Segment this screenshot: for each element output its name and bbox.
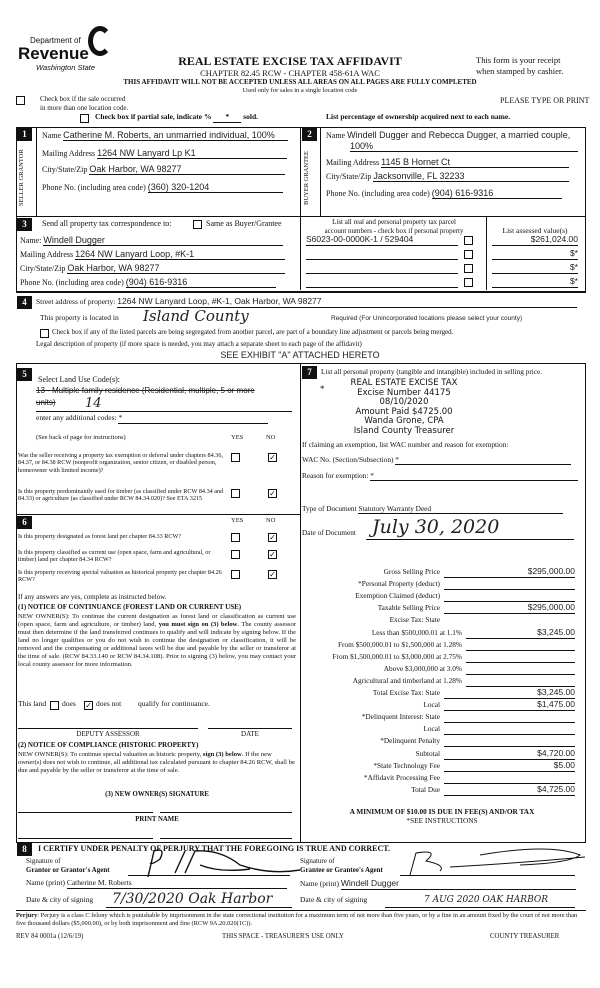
q-historic-no[interactable]: ✓	[269, 570, 276, 579]
assessed-value-field[interactable]: $*	[492, 263, 578, 274]
fin-value-field[interactable]	[444, 773, 575, 784]
required-note: Required (For Unincorporated locations please select your county)	[331, 315, 523, 322]
personal-property-checkbox[interactable]	[464, 236, 473, 245]
fin-value-field[interactable]: $4,725.00	[444, 785, 575, 796]
corr-city-field[interactable]: Oak Harbor, WA 98277	[67, 263, 285, 274]
print-name-line[interactable]	[160, 838, 292, 839]
dept-line3: Washington State	[36, 63, 96, 72]
same-as-buyer-label: Same as Buyer/Grantee	[206, 219, 282, 228]
fin-label: *Delinquent Interest: State	[361, 712, 440, 722]
assessed-value-field[interactable]: $*	[492, 277, 578, 288]
fin-value-field[interactable]	[444, 724, 575, 735]
section-4-top-rule	[16, 292, 586, 293]
dor-logo-icon	[88, 26, 112, 56]
wac-field[interactable]: *	[395, 456, 571, 465]
q-forest: Is this property designated as forest land per chapter 84.33 RCW?	[18, 533, 182, 540]
multi-location-label-2: in more than one location code.	[40, 104, 129, 112]
fin-label: Less than $500,000.01 at 1.1%	[371, 627, 462, 637]
grantor-name-field[interactable]: Catherine M. Roberts	[67, 879, 287, 889]
assessed-header: List assessed value(s)	[502, 226, 568, 235]
assessed-value-field[interactable]: $261,024.00	[492, 235, 578, 246]
q-forest-no[interactable]: ✓	[269, 533, 276, 542]
seller-side-label: SELLER GRANTOR	[18, 149, 25, 207]
q-current-use-no[interactable]: ✓	[269, 550, 276, 559]
fin-label: Agricultural and timberland at 1.28%	[352, 675, 462, 685]
section-3-number: 3	[17, 218, 32, 231]
form-title: REAL ESTATE EXCISE TAX AFFIDAVIT	[178, 54, 402, 68]
parcel-number-field[interactable]	[306, 249, 458, 260]
doc-date-field[interactable]: July 30, 2020	[372, 516, 500, 538]
corr-mailing-row: Mailing Address 1264 NW Lanyard Loop, #K-1	[20, 249, 285, 260]
fin-value-field[interactable]	[444, 712, 575, 723]
fin-label: *Personal Property (deduct)	[358, 579, 440, 589]
certify-statement: I CERTIFY UNDER PENALTY OF PERJURY THAT THE FOREGOING IS TRUE AND CORRECT.	[38, 844, 391, 853]
fin-value-field[interactable]: $295,000.00	[444, 603, 575, 614]
seller-name-field[interactable]: Catherine M. Roberts, an unmarried individual, 100%	[63, 130, 288, 141]
buyer-city-row: City/State/Zip Jacksonville, FL 32233	[326, 171, 569, 182]
doc-type-row: Type of Document Statutory Warranty Deed	[302, 505, 563, 514]
seller-city-field[interactable]: Oak Harbor, WA 98277	[89, 164, 285, 175]
grantee-name-field[interactable]: Windell Dugger	[341, 879, 576, 890]
fin-value-field[interactable]	[444, 579, 575, 590]
doc-date-line	[366, 539, 574, 540]
does-not-qualify-checkbox[interactable]: ✓	[85, 701, 92, 710]
dept-line1: Department of	[30, 36, 81, 45]
seller-mailing-row: Mailing Address 1264 NW Lanyard Lp K1	[42, 148, 287, 159]
q-current-use: Is this property classified as current use (open space, farm and agricultural, or timber) land per chapter 84.34 RCW?	[18, 549, 211, 564]
partial-sale-percent[interactable]: *	[213, 113, 241, 123]
fin-label: Excise Tax: State	[389, 615, 440, 625]
q-exemption-yes[interactable]	[231, 453, 240, 462]
grantee-date-city-field[interactable]: 7 AUG 2020 OAK HARBOR	[424, 895, 549, 905]
fin-value-field[interactable]	[466, 676, 575, 687]
fin-label: Exemption Claimed (deduct)	[355, 591, 440, 601]
street-field[interactable]: 1264 NW Lanyard Loop, #K-1, Oak Harbor, WA 98277	[117, 297, 577, 308]
notice1-title: (1) NOTICE OF CONTINUANCE (FOREST LAND OR CURRENT USE)	[18, 603, 242, 611]
corr-city-row: City/State/Zip Oak Harbor, WA 98277	[20, 263, 285, 274]
no-header: NO	[266, 434, 276, 441]
q-historic: Is this property receiving special valuation as historical property per chapter 84.26 RCW?	[18, 569, 222, 584]
continuance-row: This land	[18, 699, 47, 708]
notice1-text: NEW OWNER(S): To continue the current designation as forest land or classification as current use (open space, farm and agriculture, or timber) land, you must sign on (3) below. The county assessor must then determine if the land transferred continues to qualify and will indicate by signing below. If the land no longer qualifies or you do not wish to continue the designation or classification, it will be removed and the compensating or additional taxes will be due and payable by the seller or transferor at the time of sale. (RCW 84.33.140 or RCW 84.34.108). Prior to signing (3) below, you may contact your local county assessor for more information.	[18, 613, 296, 669]
land-use-struck-2: units)	[36, 398, 56, 407]
new-owner-signature-heading: (3) NEW OWNER(S) SIGNATURE	[105, 791, 209, 798]
section-8-number: 8	[17, 843, 32, 856]
form-id: REV 84 0001a (12/6/19)	[16, 933, 84, 940]
q-forest-yes[interactable]	[231, 533, 240, 542]
section-5-number: 5	[17, 368, 32, 381]
segregated-checkbox[interactable]	[40, 329, 49, 338]
new-owner-signature-line[interactable]	[18, 812, 153, 813]
corr-name-row: Name: Windell Dugger	[20, 235, 283, 246]
yes-header: YES	[231, 434, 244, 441]
stamp-line: REAL ESTATE EXCISE TAX	[350, 378, 458, 388]
print-name-line[interactable]	[18, 838, 153, 839]
column-divider	[300, 363, 301, 842]
segregated-label: Check box if any of the listed parcels are being segregated from another parcel, are part of a boundary line adjustment or parcels being merged.	[52, 328, 454, 336]
stamp-line: 08/10/2020	[379, 397, 429, 408]
fin-label: Local	[423, 700, 440, 710]
q-timber: Is this property predominantly used for timber (as classified under RCW 84.34 and 84.33) or agriculture (as classified under RCW 84.34.020)? See ETA 3215	[18, 488, 224, 503]
no-header: NO	[266, 517, 276, 524]
buyer-city-field[interactable]: Jacksonville, FL 32233	[373, 171, 569, 182]
yes-header: YES	[231, 517, 244, 524]
grantor-date-city-label: Date & city of signing	[26, 895, 94, 904]
grantor-sig-label-1: Signature of	[26, 857, 61, 865]
buyer-mailing-row: Mailing Address 1145 B Hornet Ct	[326, 157, 569, 168]
fin-value-field[interactable]: $295,000.00	[444, 567, 575, 578]
additional-codes-field[interactable]: *	[118, 414, 268, 424]
q-timber-no[interactable]: ✓	[269, 489, 276, 498]
stamp-line: Amount Paid $4725.00	[355, 406, 453, 417]
corr-name-field[interactable]: Windell Dugger	[43, 235, 283, 246]
ownership-note: List percentage of ownership acquired next to each name.	[326, 112, 511, 121]
corr-phone-field[interactable]: (904) 616-9316	[126, 277, 276, 288]
section-8-bottom-rule	[16, 910, 586, 911]
fin-label: Total Excise Tax: State	[372, 688, 440, 697]
side-divider	[36, 127, 37, 216]
land-use-code-field[interactable]: 14	[85, 396, 102, 411]
fin-label: From $500,000.01 to $1,500,000 at 1.28%	[337, 639, 462, 649]
receipt-note-2: when stamped by cashier.	[476, 66, 564, 76]
parcel-number-field[interactable]: S6023-00-0000K-1 / 529404	[306, 235, 458, 246]
fin-label: *State Technology Fee	[373, 760, 440, 770]
fin-label: Taxable Selling Price	[377, 603, 440, 613]
buyer-mailing-field[interactable]: 1145 B Hornet Ct	[381, 157, 569, 168]
if-yes-note: If any answers are yes, complete as instructed below.	[18, 593, 167, 601]
exemption-label: If claiming an exemption, list WAC number and reason for exemption:	[302, 440, 509, 449]
date-label: DATE	[241, 730, 259, 738]
doc-type-field[interactable]: Statutory Warranty Deed	[358, 505, 563, 514]
fin-label: Subtotal	[415, 748, 440, 758]
multi-location-checkbox[interactable]	[16, 96, 25, 105]
does-not-label: does not	[96, 699, 122, 708]
land-use-heading: Select Land Use Code(s):	[38, 375, 120, 384]
used-only-note: Used only for sales in a single location code	[242, 87, 358, 94]
dept-logo-text: Revenue	[18, 44, 89, 63]
print-name-label: PRINT NAME	[135, 816, 179, 823]
side-divider	[320, 127, 321, 216]
grantee-sig-label-2: Grantee or Grantee's Agent	[300, 866, 383, 874]
grantor-date-city-field[interactable]: 7/30/2020 Oak Harbor	[112, 891, 273, 907]
fin-label: From $1,500,000.01 to $3,000,000 at 2.75%	[332, 651, 462, 661]
fin-value-field[interactable]: $3,245.00	[444, 688, 575, 699]
stamp-line: Excise Number 44175	[357, 387, 451, 398]
seller-name-row: Name Catherine M. Roberts, an unmarried individual, 100%	[42, 130, 288, 141]
fin-label: Total Due	[411, 784, 440, 794]
legal-description[interactable]: SEE EXHIBIT "A" ATTACHED HERETO	[220, 350, 380, 360]
q-historic-yes[interactable]	[231, 570, 240, 579]
fin-label: *Delinquent Penalty	[380, 736, 440, 746]
q-exemption: Was the seller receiving a property tax exemption or deferral under chapters 84.36, 84.37, or 84.38 RCW (nonprofit organization, senior citizen, or disabled person, homeowner with limited income)?	[18, 452, 223, 474]
assessed-value-field[interactable]: $*	[492, 249, 578, 260]
parcel-number-field[interactable]	[306, 277, 458, 288]
corr-phone-row: Phone No. (including area code) (904) 616-9316	[20, 277, 276, 288]
correspondence-heading: Send all property tax correspondence to:	[42, 219, 172, 228]
fin-label: Above $3,000,000 at 3.0%	[383, 663, 462, 673]
additional-codes-row: enter any additional codes: *	[36, 414, 268, 424]
same-as-buyer-checkbox[interactable]	[193, 220, 202, 229]
q-timber-yes[interactable]	[231, 489, 240, 498]
fin-value-field[interactable]: $1,475.00	[444, 700, 575, 711]
buyer-phone-field[interactable]: (904) 616-9316	[432, 188, 562, 199]
treasurer-stamp	[334, 379, 474, 436]
street-row: Street address of property: 1264 NW Lanyard Loop, #K-1, Oak Harbor, WA 98277	[36, 297, 577, 308]
doc-date-label: Date of Document	[302, 528, 356, 537]
section-4-number: 4	[17, 296, 32, 309]
fin-label: Local	[423, 724, 440, 734]
located-label: This property is located in	[40, 313, 119, 322]
notice2-text: NEW OWNER(S): To continue special valuation as historic property, sign (3) below. If the new owner(s) does not wish to continue, all additional tax calculated pursuant to chapter 84.26 RCW, shall be due and payable by the seller or transferor at the time of sale.	[18, 751, 295, 775]
grantor-sig-label-2: Grantor or Grantor's Agent	[26, 866, 110, 874]
buyer-name-row: Name Windell Dugger and Rebecca Dugger, a married couple,	[326, 130, 571, 140]
grantee-signature	[400, 845, 590, 879]
qualify-label: qualify for continuance.	[138, 699, 210, 708]
perjury-note: Perjury: Perjury is a class C felony which is punishable by imprisonment in the state correctional institution for a maximum term of not more than five years, or by a fine in an amount fixed by the court of not more than five thousand dollars ($5,000.00), or by both imprisonment and fine (RCW 9A.20.020(1C)).	[16, 912, 578, 927]
fin-label: Gross Selling Price	[383, 567, 440, 576]
instructions-note: (See back of page for instructions)	[36, 434, 126, 441]
assessor-signature-line[interactable]	[18, 728, 198, 729]
grantor-date-city-line	[106, 907, 292, 908]
fin-value-field[interactable]: $5.00	[444, 761, 575, 772]
see-instructions-note: *SEE INSTRUCTIONS	[406, 816, 478, 825]
row-divider	[16, 216, 586, 217]
grantee-name-row: Name (print) Windell Dugger	[300, 879, 576, 890]
partial-sale-label: Check box if partial sale, indicate % * sold.	[95, 112, 259, 121]
buyer-name-field[interactable]: Windell Dugger and Rebecca Dugger, a married couple,	[347, 130, 571, 140]
receipt-note-1: This form is your receipt	[476, 55, 561, 65]
buyer-side-label: BUYER GRANTEE	[303, 151, 310, 205]
seller-city-row: City/State/Zip Oak Harbor, WA 98277	[42, 164, 285, 175]
land-use-struck-1: 13 - Multiple family residence (Residential, multiple, 5 or more	[36, 386, 255, 395]
please-type-note: PLEASE TYPE OR PRINT	[500, 96, 590, 105]
personal-property-checkbox[interactable]	[464, 264, 473, 273]
minimum-due-note: A MINIMUM OF $10.00 IS DUE IN FEE(S) AND/OR TAX	[349, 807, 535, 816]
section-1-number: 1	[17, 128, 32, 141]
partial-sale-checkbox[interactable]	[80, 114, 89, 123]
fin-value-field[interactable]	[444, 736, 575, 747]
fin-value-field[interactable]	[466, 664, 575, 675]
grantee-date-city-line	[385, 907, 575, 908]
fin-value-field[interactable]	[466, 640, 575, 651]
deputy-assessor-label: DEPUTY ASSESSOR	[76, 730, 140, 738]
treasurer-space-note: THIS SPACE - TREASURER'S USE ONLY	[222, 933, 344, 940]
completion-warning: THIS AFFIDAVIT WILL NOT BE ACCEPTED UNLESS ALL AREAS ON ALL PAGES ARE FULLY COMPLETED	[123, 78, 477, 86]
fin-value-field[interactable]: $3,245.00	[466, 628, 575, 639]
section-2-number: 2	[302, 128, 317, 141]
seller-phone-row: Phone No. (including area code) (360) 320-1204	[42, 182, 283, 193]
fin-value-field[interactable]: $4,720.00	[444, 749, 575, 760]
land-use-rule	[36, 411, 292, 412]
grantor-name-row: Name (print) Catherine M. Roberts	[26, 879, 287, 889]
section-6-number: 6	[17, 516, 32, 529]
form-subtitle: CHAPTER 82.45 RCW - CHAPTER 458-61A WAC	[200, 68, 380, 78]
wac-row: WAC No. (Section/Subsection) *	[302, 456, 571, 465]
parcel-number-field[interactable]	[306, 263, 458, 274]
grantor-signature	[130, 845, 300, 881]
qualifies-checkbox[interactable]	[50, 701, 59, 710]
reason-field[interactable]: *	[370, 472, 578, 481]
grantee-sig-label-1: Signature of	[300, 857, 335, 865]
seller-phone-field[interactable]: (360) 320-1204	[148, 182, 283, 193]
grantee-date-city-label: Date & city of signing	[300, 895, 368, 904]
stamp-line: Wanda Grone, CPA	[364, 416, 444, 427]
notice2-title: (2) NOTICE OF COMPLIANCE (HISTORIC PROPERTY)	[18, 741, 199, 749]
parcel-header-1: List all real and personal property tax parcel	[332, 218, 456, 226]
personal-property-checkbox[interactable]	[464, 278, 473, 287]
buyer-name-field-2[interactable]: 100%	[350, 141, 578, 152]
q-exemption-no[interactable]: ✓	[269, 453, 276, 462]
section-7-number: 7	[302, 366, 317, 379]
q-current-use-yes[interactable]	[231, 550, 240, 559]
corr-mailing-field[interactable]: 1264 NW Lanyard Loop, #K-1	[75, 249, 285, 260]
personal-property-asterisk: *	[320, 384, 325, 394]
fin-value-field[interactable]	[466, 652, 575, 663]
fin-label: *Affidavit Processing Fee	[363, 772, 440, 782]
seller-mailing-field[interactable]: 1264 NW Lanyard Lp K1	[97, 148, 287, 159]
personal-property-checkbox[interactable]	[464, 250, 473, 259]
new-owner-signature-line[interactable]	[160, 812, 292, 813]
county-treasurer-label: COUNTY TREASURER	[490, 933, 560, 940]
buyer-phone-row: Phone No. (including area code) (904) 616-9316	[326, 188, 562, 199]
does-label: does	[62, 699, 76, 708]
column-divider	[300, 127, 301, 290]
section-6-rule	[16, 514, 300, 515]
county-field[interactable]: Island County	[143, 307, 249, 325]
personal-property-heading: List all personal property (tangible and intangible) included in selling price.	[321, 367, 543, 376]
reason-row: Reason for exemption: *	[302, 472, 578, 481]
parcel-header-2: account numbers - check box if personal property	[324, 227, 464, 235]
stamp-line: Island County Treasurer	[353, 425, 455, 436]
fin-value-field[interactable]	[444, 591, 575, 602]
multi-location-label-1: Check box if the sale occurred	[40, 95, 126, 103]
legal-label: Legal description of property (if more space is needed, you may attach a separate sheet to each page of the affidavit)	[36, 340, 362, 348]
